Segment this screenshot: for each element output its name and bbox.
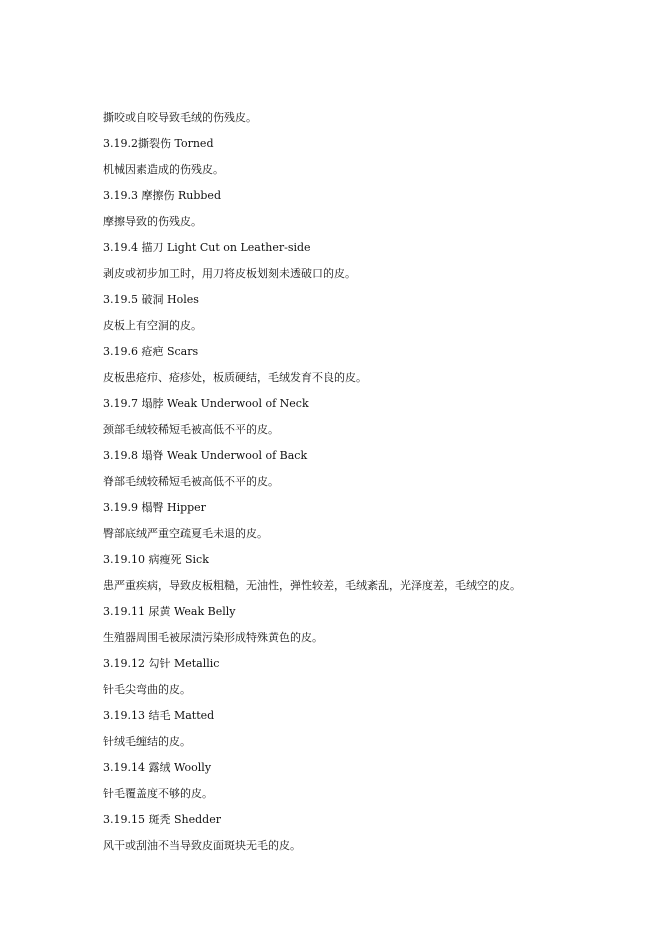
term-heading: 3.19.14 露绒 Woolly [103,761,212,774]
term-heading: 3.19.10 病瘦死 Sick [103,553,209,566]
term-heading: 3.19.15 斑秃 Shedder [103,813,221,826]
definition-line: 摩擦导致的伤残皮。 [103,215,202,228]
definition-line: 针绒毛缠结的皮。 [103,735,191,748]
term-heading: 3.19.2撕裂伤 Torned [103,137,214,150]
definition-line: 脊部毛绒较稀短毛被高低不平的皮。 [103,475,279,488]
term-heading: 3.19.6 疮疤 Scars [103,345,199,358]
definition-line: 风干或刮油不当导致皮面斑块无毛的皮。 [103,839,301,852]
definition-line: 机械因素造成的伤残皮。 [103,163,224,176]
term-heading: 3.19.7 塌脖 Weak Underwool of Neck [103,397,309,410]
term-heading: 3.19.13 结毛 Matted [103,709,215,722]
document-body [103,109,633,863]
term-heading: 3.19.12 勾针 Metallic [103,657,220,670]
term-heading: 3.19.3 摩擦伤 Rubbed [103,189,221,202]
definition-line: 皮板上有空洞的皮。 [103,319,202,332]
definition-line: 患严重疾病，导致皮板粗糙，无油性，弹性较差，毛绒紊乱，光泽度差，毛绒空的皮。 [103,579,521,592]
term-heading: 3.19.4 描刀 Light Cut on Leather-side [103,241,311,254]
definition-line: 皮板患疮疖、疮疹处，板质硬结，毛绒发育不良的皮。 [103,371,367,384]
definition-line: 针毛尖弯曲的皮。 [103,683,191,696]
term-heading: 3.19.11 尿黄 Weak Belly [103,605,236,618]
term-heading: 3.19.8 塌脊 Weak Underwool of Back [103,449,308,462]
definition-line: 撕咬或自咬导致毛绒的伤残皮。 [103,111,257,124]
definition-line: 剥皮或初步加工时，用刀将皮板划刻未透破口的皮。 [103,267,356,280]
definition-line: 颈部毛绒较稀短毛被高低不平的皮。 [103,423,279,436]
definition-line: 生殖器周围毛被尿渍污染形成特殊黄色的皮。 [103,631,323,644]
definition-line: 臀部底绒严重空疏夏毛未退的皮。 [103,527,268,540]
term-heading: 3.19.5 破洞 Holes [103,293,199,306]
term-heading: 3.19.9 榻臀 Hipper [103,501,206,514]
definition-line: 针毛覆盖度不够的皮。 [103,787,213,800]
